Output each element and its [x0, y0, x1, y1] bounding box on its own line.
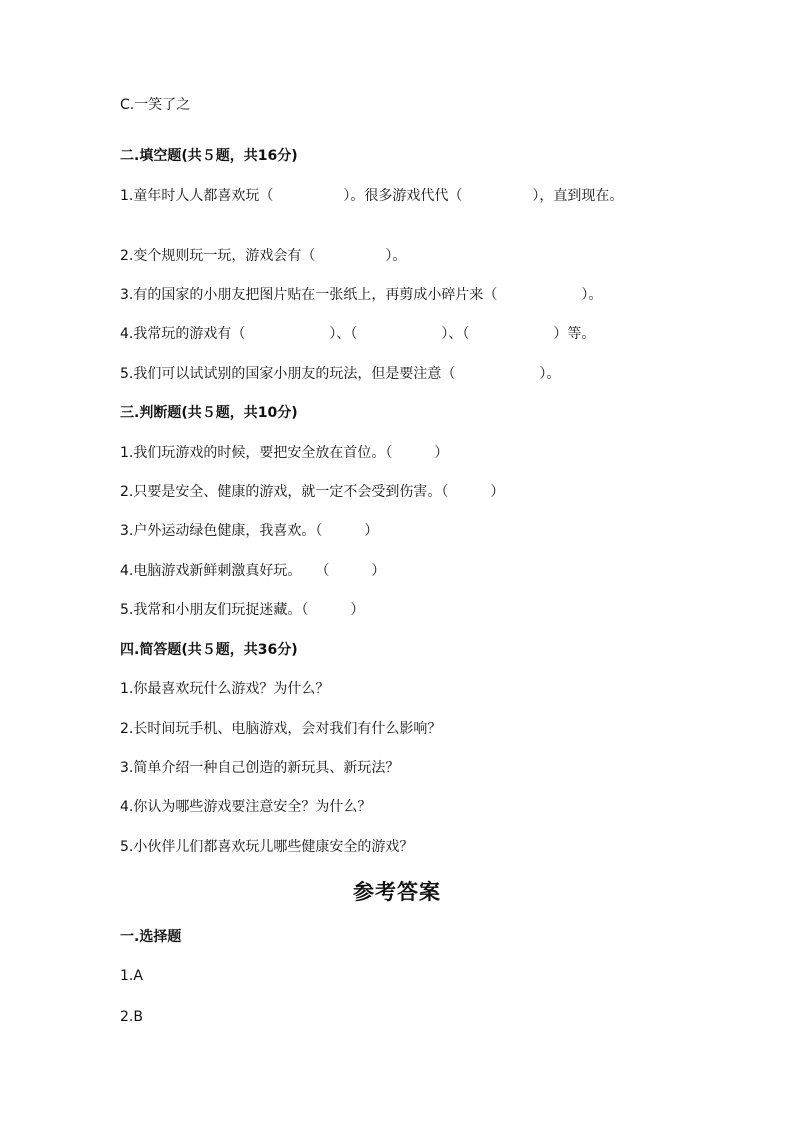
true-false-2: 2.只要是安全、健康的游戏，就一定不会受到伤害。（ ）: [120, 484, 505, 500]
section3-heading: 三.判断题(共５题，共10分): [120, 405, 298, 421]
fill-blank-5: 5.我们可以试试别的国家小朋友的玩法，但是要注意（ ）。: [120, 366, 561, 382]
true-false-3: 3.户外运动绿色健康，我喜欢。（ ）: [120, 523, 379, 539]
section4-heading: 四.简答题(共５题，共36分): [120, 642, 298, 658]
short-answer-1: 1.你最喜欢玩什么游戏？为什么？: [120, 681, 330, 697]
true-false-5: 5.我常和小朋友们玩捉迷藏。（ ）: [120, 602, 365, 618]
short-answer-4: 4.你认为哪些游戏要注意安全？为什么？: [120, 799, 372, 815]
short-answer-3: 3.简单介绍一种自己创造的新玩具、新玩法？: [120, 760, 400, 776]
fill-blank-3: 3.有的国家的小朋友把图片贴在一张纸上，再剪成小碎片来（ ）。: [120, 287, 603, 303]
answer-2: 2.B: [120, 1009, 143, 1025]
short-answer-5: 5.小伙伴儿们都喜欢玩儿哪些健康安全的游戏？: [120, 839, 414, 855]
fill-blank-1: 1.童年时人人都喜欢玩（ ）。很多游戏代代（ ），直到现在。: [120, 188, 624, 204]
section2-heading: 二.填空题(共５题，共16分): [120, 148, 298, 164]
fill-blank-2: 2.变个规则玩一玩，游戏会有（ ）。: [120, 248, 407, 264]
answer-1: 1.A: [120, 968, 143, 984]
answers-heading: 一.选择题: [120, 929, 182, 945]
short-answer-2: 2.长时间玩手机、电脑游戏，会对我们有什么影响？: [120, 721, 442, 737]
fill-blank-4: 4.我常玩的游戏有（ ）、（ ）、（ ）等。: [120, 326, 596, 342]
answers-title: 参考答案: [353, 880, 441, 904]
option-c: C.一笑了之: [120, 97, 191, 113]
true-false-1: 1.我们玩游戏的时候，要把安全放在首位。（ ）: [120, 445, 449, 461]
true-false-4: 4.电脑游戏新鲜刺激真好玩。 （ ）: [120, 563, 386, 579]
